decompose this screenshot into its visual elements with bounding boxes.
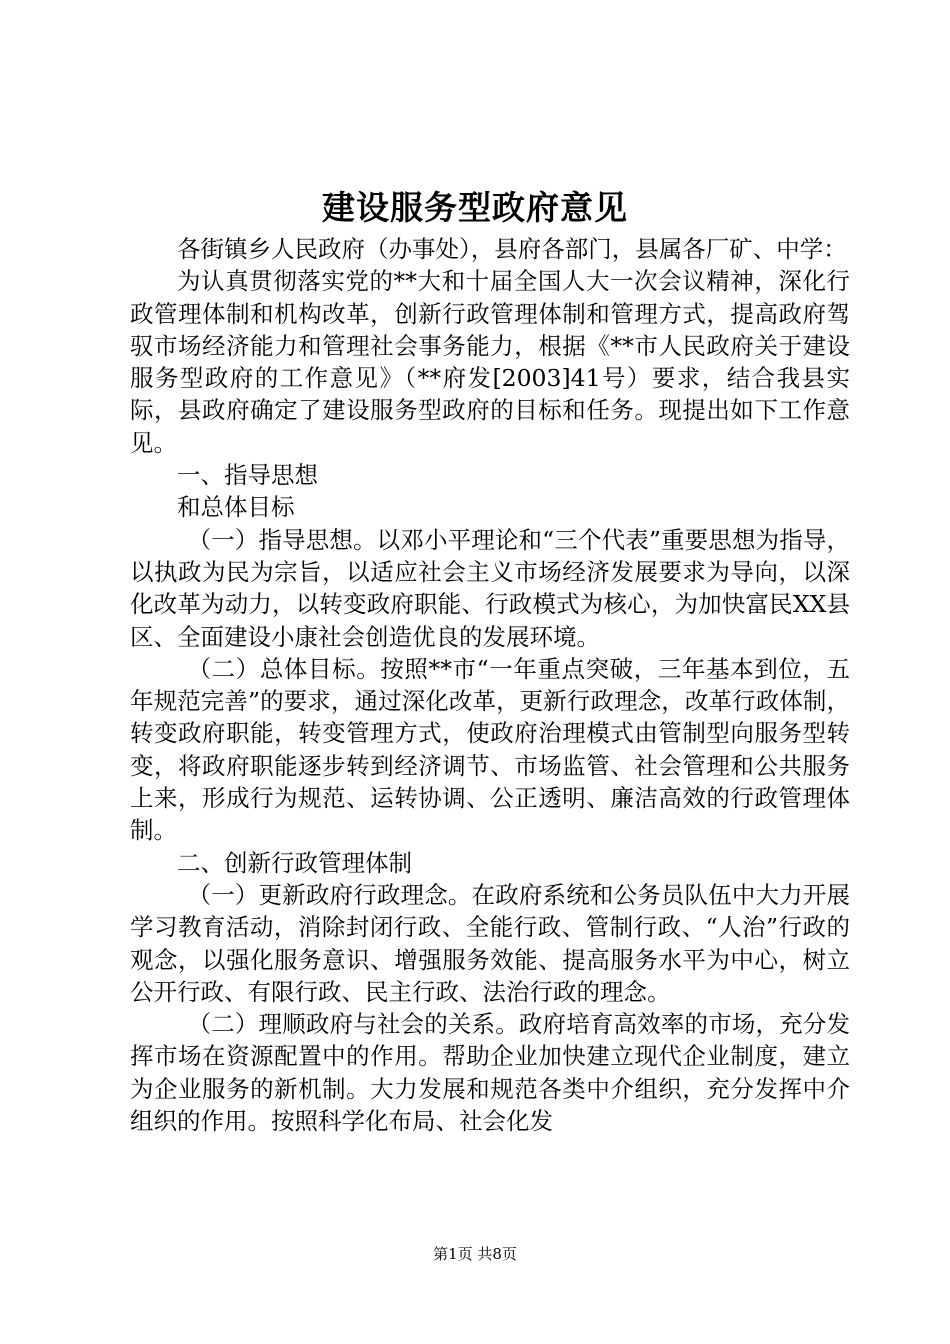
document-body (130, 233, 850, 1137)
document-paragraph: （二）总体目标。按照**市“一年重点突破，三年基本到位，五年规范完善”的要求，通过深化改革，更新行政理念，改革行政体制，转变政府职能，转变管理方式，使政府治理模式由管制型向服务型转变，将政府职能逐步转到经济调节、市场监管、社会管理和公共服务上来，形成行为规范、运转协调、公正透明、廉洁高效的行政管理体制。 (130, 654, 850, 845)
document-paragraph: （一）指导思想。以邓小平理论和“三个代表”重要思想为指导，以执政为民为宗旨，以适应社会主义市场经济发展要求为导向，以深化改革为动力，以转变政府职能、行政模式为核心，为加快富民XX县区、全面建设小康社会创造优良的发展环境。 (130, 525, 850, 651)
document-paragraph: 二、创新行政管理体制 (177, 848, 412, 877)
document-paragraph: 一、指导思想 (177, 461, 318, 490)
document-paragraph: 和总体目标 (177, 493, 295, 522)
document-paragraph: 为认真贯彻落实党的**大和十届全国人大一次会议精神，深化行政管理体制和机构改革，创新行政管理体制和管理方式，提高政府驾驭市场经济能力和管理社会事务能力，根据《**市人民政府关于建设服务型政府的工作意见》（**府发[2003]41号）要求，结合我县实际，县政府确定了建设服务型政府的目标和任务。现提出如下工作意见。 (130, 267, 850, 457)
document-title: 建设服务型政府意见 (322, 188, 628, 227)
document-paragraph: （一）更新政府行政理念。在政府系统和公务员队伍中大力开展学习教育活动，消除封闭行政、全能行政、管制行政、“人治”行政的观念，以强化服务意识、增强服务效能、提高服务水平为中心，树立公开行政、有限行政、民主行政、法治行政的理念。 (130, 880, 850, 1006)
document-paragraph: 各街镇乡人民政府（办事处），县府各部门，县属各厂矿、中学： (177, 235, 847, 263)
document-paragraph: （二）理顺政府与社会的关系。政府培育高效率的市场，充分发挥市场在资源配置中的作用。帮助企业加快建立现代企业制度，建立为企业服务的新机制。大力发展和规范各类中介组织，充分发挥中介组织的作用。按照科学化布局、社会化发 (130, 1010, 850, 1136)
page-number-footer: 第1页 共8页 (433, 1245, 517, 1263)
